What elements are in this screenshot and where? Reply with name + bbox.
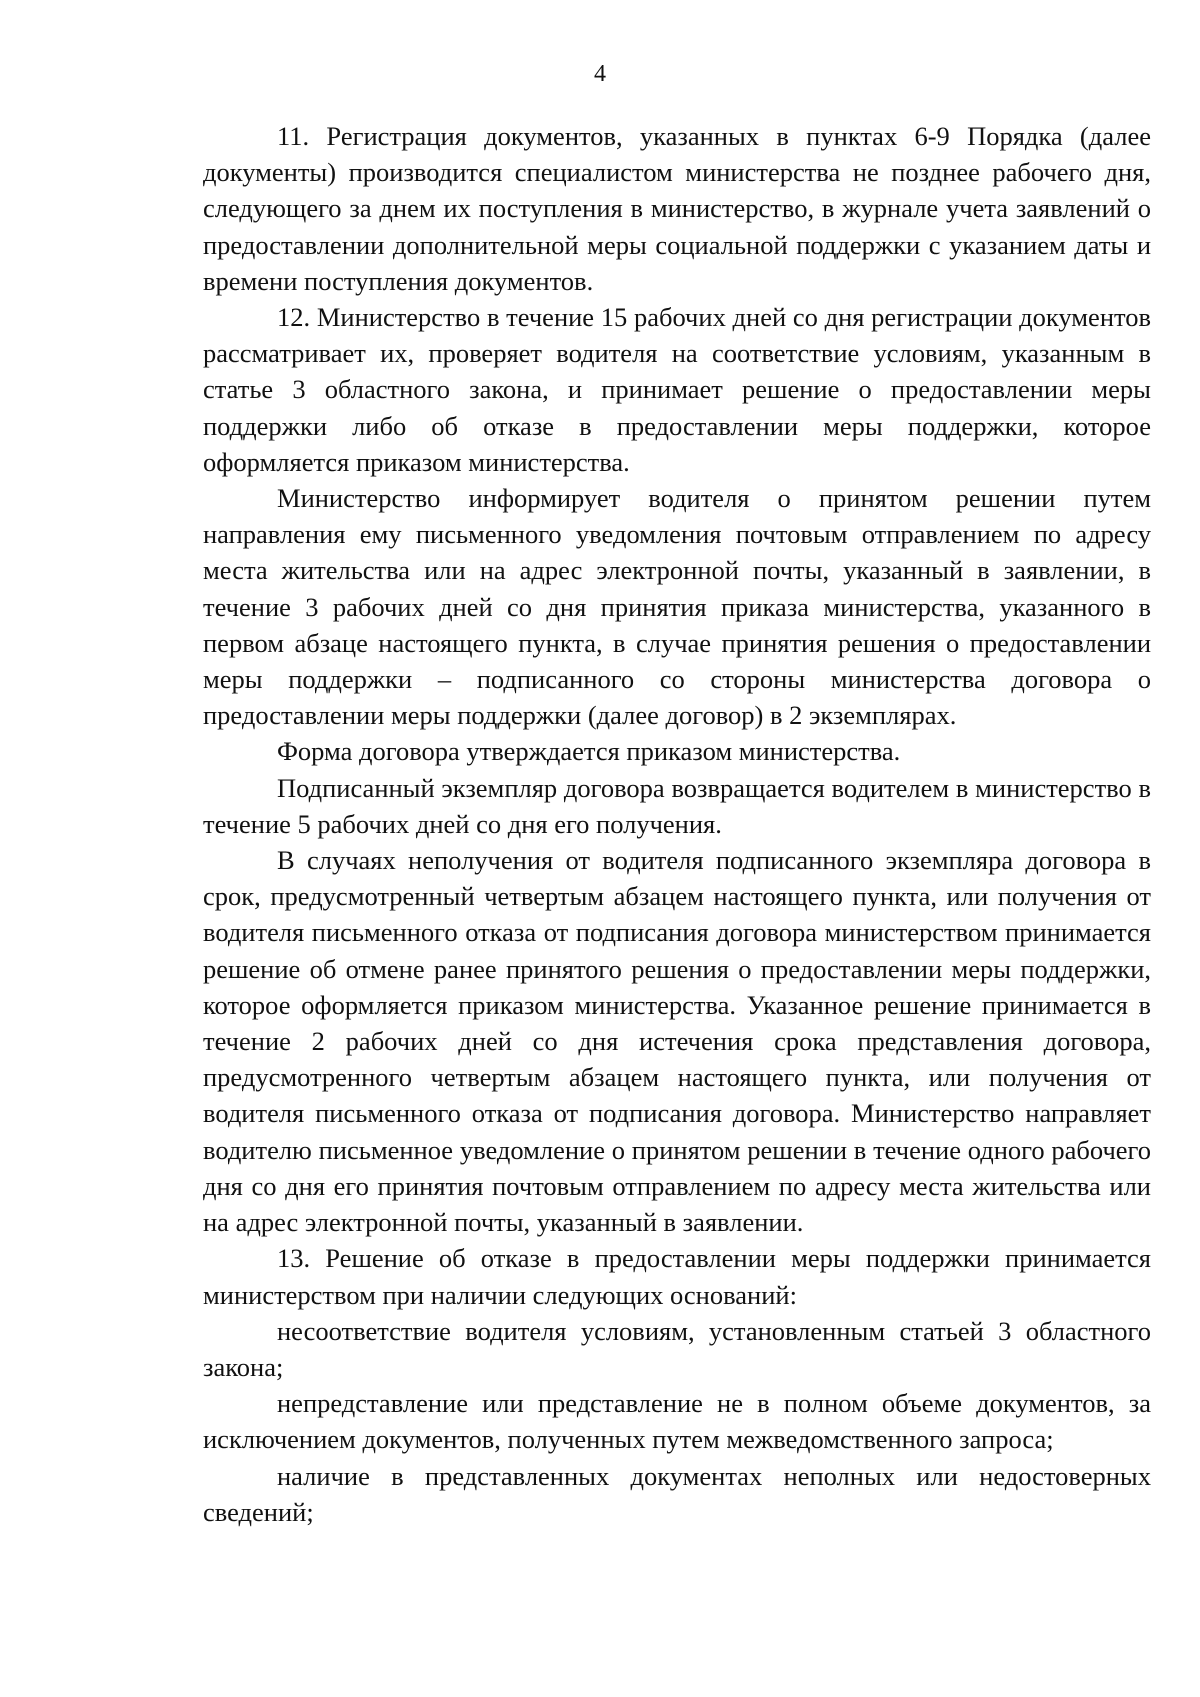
page-number: 4: [594, 61, 606, 87]
document-body: [203, 118, 1151, 1530]
refusal-ground-2: непредставление или представление не в полном объеме документов, за исключением документов, полученных путем межведомственного запроса;: [203, 1388, 1151, 1455]
paragraph-12: 12. Министерство в течение 15 рабочих дней со дня регистрации документов рассматривает их, проверяет водителя на соответствие условиям, указанным в статье 3 областного закона, и принимает решение о предоставлении меры поддержки либо об отказе в предоставлении меры поддержки, которое оформляется приказом министерства.: [203, 302, 1151, 477]
paragraph-11: 11. Регистрация документов, указанных в пунктах 6-9 Порядка (далее документы) производится специалистом министерства не позднее рабочего дня, следующего за днем их поступления в министерство, в журнале учета заявлений о предоставлении дополнительной меры социальной поддержки с указанием даты и времени поступления документов.: [203, 121, 1151, 296]
refusal-ground-3: наличие в представленных документах неполных или недостоверных сведений;: [203, 1460, 1151, 1527]
paragraph-contract-return: Подписанный экземпляр договора возвращается водителем в министерство в течение 5 рабочих дней со дня его получения.: [203, 772, 1151, 839]
paragraph-13: 13. Решение об отказе в предоставлении меры поддержки принимается министерством при наличии следующих оснований:: [203, 1243, 1151, 1310]
paragraph-contract-form: Форма договора утверждается приказом министерства.: [277, 736, 901, 767]
paragraph-cancellation: В случаях неполучения от водителя подписанного экземпляра договора в срок, предусмотренный четвертым абзацем настоящего пункта, или получения от водителя письменного отказа от подписания договора министерством принимается решение об отмене ранее принятого решения о предоставлении меры поддержки, которое оформляется приказом министерства. Указанное решение принимается в течение 2 рабочих дней со дня истечения срока представления договора, предусмотренного четвертым абзацем настоящего пункта, или получения от водителя письменного отказа от подписания договора. Министерство направляет водителю письменное уведомление о принятом решении в течение одного рабочего дня со дня его принятия почтовым отправлением по адресу места жительства или на адрес электронной почты, указанный в заявлении.: [203, 845, 1151, 1238]
refusal-ground-1: несоответствие водителя условиям, установленным статьей 3 областного закона;: [203, 1315, 1151, 1382]
paragraph-notification: Министерство информирует водителя о принятом решении путем направления ему письменного уведомления почтовым отправлением по адресу места жительства или на адрес электронной почты, указанный в заявлении, в течение 3 рабочих дней со дня принятия приказа министерства, указанного в первом абзаце настоящего пункта, в случае принятия решения о предоставлении меры поддержки – подписанного со стороны министерства договора о предоставлении меры поддержки (далее договор) в 2 экземплярах.: [203, 483, 1151, 731]
